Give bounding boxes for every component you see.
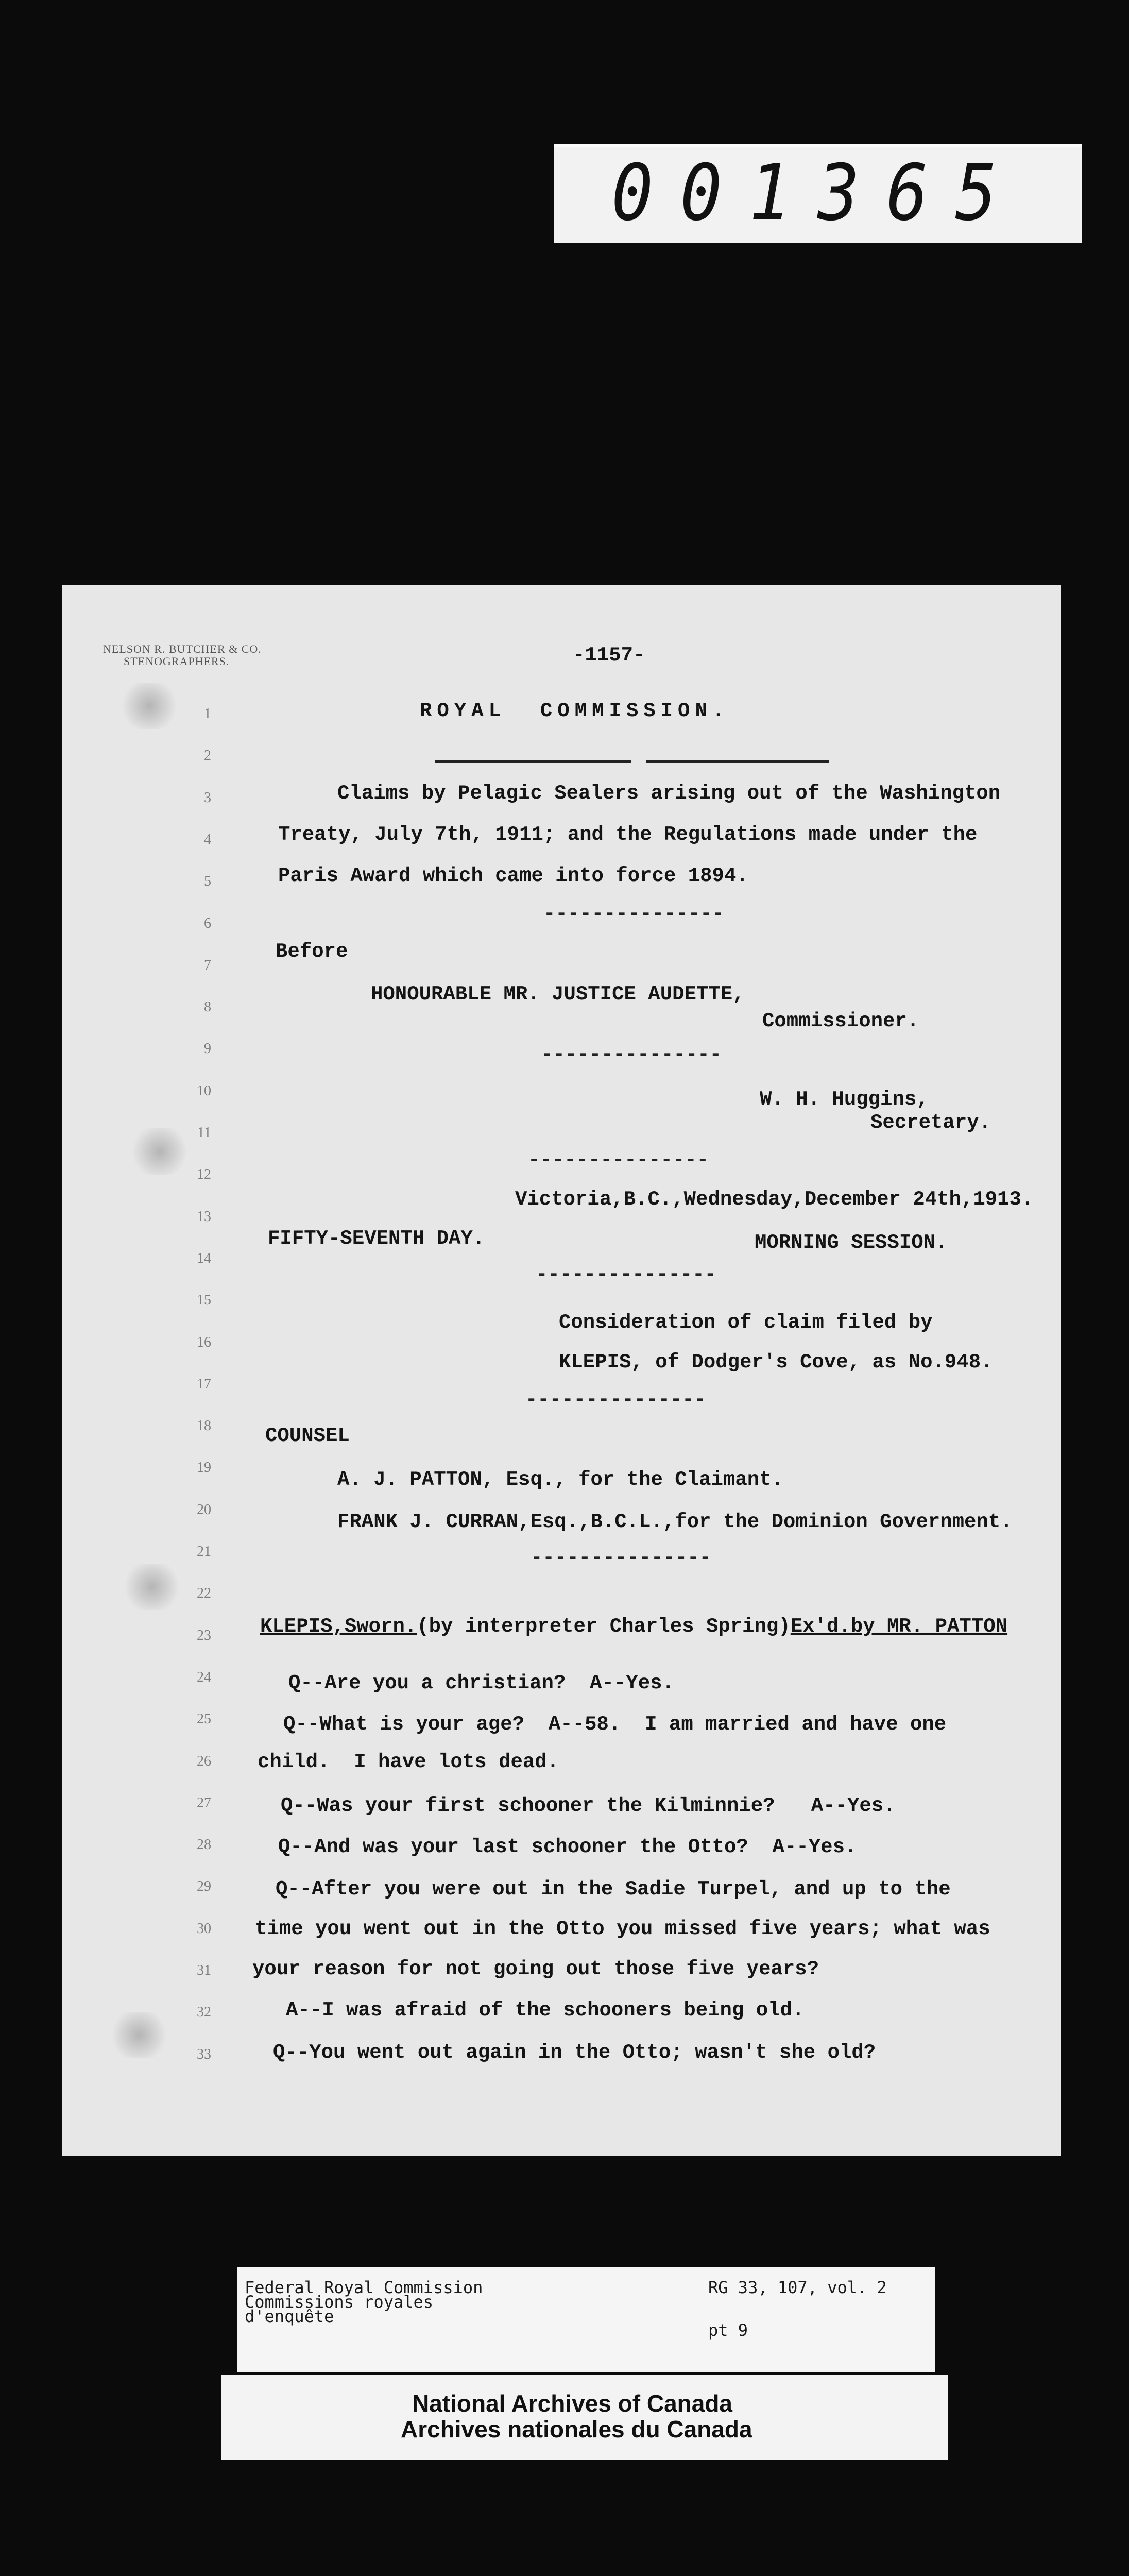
line-number: 13 (197, 1209, 211, 1225)
line-number: 5 (204, 873, 211, 889)
line-number: 4 (204, 832, 211, 848)
question-5-line-2: time you went out in the Otto you missed five years; what was (255, 1918, 990, 1940)
witness-examined-by: Ex'd.by MR. PATTON (790, 1615, 1008, 1638)
line-number: 20 (197, 1502, 211, 1518)
margin-smudge (111, 2012, 167, 2058)
heading-rule-left (435, 760, 631, 763)
line-number: 33 (197, 2046, 211, 2062)
witness-sworn: KLEPIS,Sworn. (260, 1615, 417, 1638)
counsel-heading: COUNSEL (265, 1425, 350, 1447)
line-number: 29 (197, 1878, 211, 1894)
separator-dashes: --------------- (541, 1043, 722, 1066)
secretary-title: Secretary. (870, 1111, 991, 1134)
witness-line (260, 1615, 1007, 1638)
answer-2-continued: child. I have lots dead. (258, 1751, 559, 1773)
separator-dashes: --------------- (528, 1149, 709, 1172)
line-number: 12 (197, 1166, 211, 1182)
line-number: 21 (197, 1544, 211, 1560)
answer-5: A--I was afraid of the schooners being old. (286, 1999, 805, 2022)
collection-name-en: Federal Royal Commission (245, 2278, 483, 2297)
margin-smudge (121, 683, 178, 729)
line-number: 27 (197, 1795, 211, 1811)
line-number: 23 (197, 1628, 211, 1643)
line-number: 7 (204, 957, 211, 973)
margin-smudge (124, 1564, 180, 1610)
line-number: 22 (197, 1585, 211, 1601)
collection-name-fr-2: d'enquête (245, 2307, 334, 2326)
claim-consideration-line-1: Consideration of claim filed by (559, 1311, 933, 1334)
claims-line-3: Paris Award which came into force 1894. (278, 865, 748, 887)
stenographer-imprint (103, 643, 262, 668)
line-number: 17 (197, 1376, 211, 1392)
line-number: 6 (204, 916, 211, 931)
page-number: -1157- (573, 644, 645, 667)
separator-dashes: --------------- (536, 1263, 717, 1286)
line-number: 2 (204, 748, 211, 764)
line-number: 28 (197, 1837, 211, 1853)
line-number: 25 (197, 1711, 211, 1727)
line-number: 10 (197, 1083, 211, 1099)
claims-line-2: Treaty, July 7th, 1911; and the Regulations made under the (278, 823, 978, 846)
separator-dashes: --------------- (531, 1547, 712, 1569)
frame-number: 001365 (611, 148, 1024, 238)
archives-name-fr: Archives nationales du Canada (401, 2416, 752, 2443)
question-1: Q--Are you a christian? A--Yes. (288, 1672, 674, 1694)
separator-dashes: --------------- (525, 1388, 707, 1411)
session-day: FIFTY-SEVENTH DAY. (268, 1227, 485, 1250)
line-number: 18 (197, 1418, 211, 1434)
question-3: Q--Was your first schooner the Kilminnie? A--Yes. (281, 1794, 896, 1817)
question-5-line-3: your reason for not going out those five years? (252, 1958, 819, 1980)
document-heading: ROYAL COMMISSION. (420, 700, 730, 722)
line-number: 31 (197, 1962, 211, 1978)
line-number: 19 (197, 1460, 211, 1476)
line-number: 30 (197, 1921, 211, 1937)
margin-smudge (131, 1128, 188, 1175)
archives-name-en: National Archives of Canada (412, 2390, 733, 2417)
claims-line-1: Claims by Pelagic Sealers arising out of the Washington (337, 782, 1001, 805)
before-label: Before (276, 940, 348, 963)
archival-reference: RG 33, 107, vol. 2 (708, 2278, 887, 2297)
secretary-name: W. H. Huggins, (760, 1088, 929, 1111)
separator-dashes: --------------- (543, 903, 725, 925)
question-2: Q--What is your age? A--58. I am married and have one (283, 1713, 947, 1736)
question-4: Q--And was your last schooner the Otto? A--Yes. (278, 1836, 857, 1858)
stenographer-title: STENOGRAPHERS. (124, 655, 230, 668)
session-type: MORNING SESSION. (755, 1231, 948, 1254)
witness-interpreter: (by interpreter Charles Spring) (417, 1615, 791, 1638)
line-number: 11 (197, 1125, 211, 1141)
counsel-claimant: A. J. PATTON, Esq., for the Claimant. (337, 1468, 783, 1491)
collection-name-fr: Commissions royales (245, 2292, 434, 2312)
question-5: Q--After you were out in the Sadie Turpel, and up to the (276, 1878, 951, 1901)
line-number: 24 (197, 1669, 211, 1685)
line-number: 15 (197, 1292, 211, 1308)
line-number: 14 (197, 1250, 211, 1266)
line-number: 1 (204, 706, 211, 722)
counsel-government: FRANK J. CURRAN,Esq.,B.C.L.,for the Dominion Government. (337, 1511, 1013, 1533)
line-number: 8 (204, 999, 211, 1015)
heading-rule-right (646, 760, 829, 763)
part-number: pt 9 (708, 2320, 748, 2340)
line-number: 9 (204, 1041, 211, 1057)
stenographer-name: NELSON R. BUTCHER & CO. (103, 642, 262, 655)
question-6: Q--You went out again in the Otto; wasn't she old? (273, 2041, 876, 2064)
commissioner-title: Commissioner. (762, 1010, 919, 1032)
line-number: 26 (197, 1753, 211, 1769)
commissioner-name: HONOURABLE MR. JUSTICE AUDETTE, (371, 983, 745, 1006)
claim-consideration-line-2: KLEPIS, of Dodger's Cove, as No.948. (559, 1351, 993, 1374)
place-and-date: Victoria,B.C.,Wednesday,December 24th,1913. (515, 1188, 1034, 1211)
line-number: 32 (197, 2004, 211, 2020)
line-number: 3 (204, 790, 211, 806)
line-number: 16 (197, 1334, 211, 1350)
